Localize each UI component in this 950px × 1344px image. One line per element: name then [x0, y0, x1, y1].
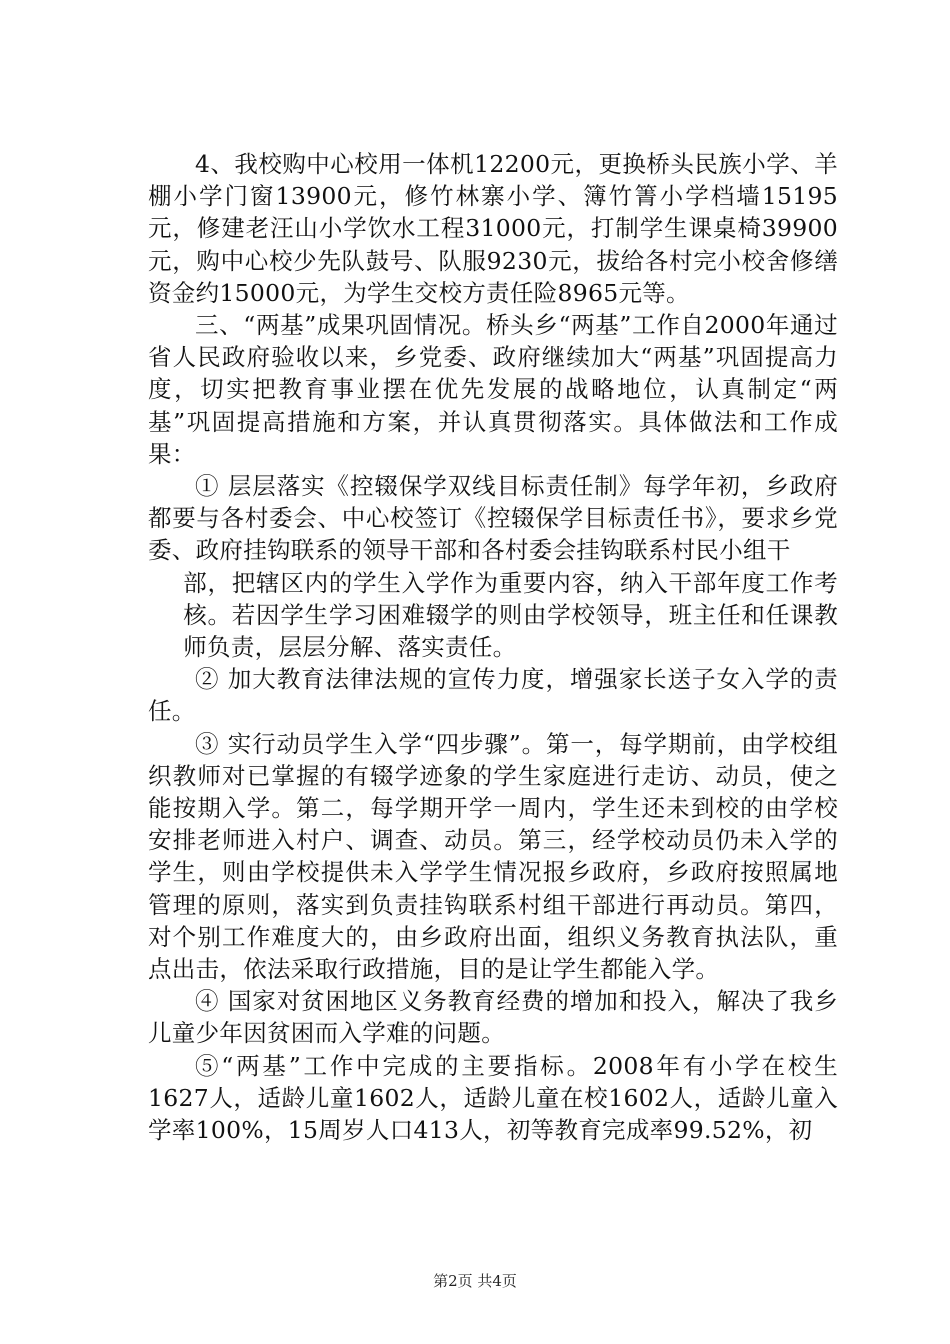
paragraph-item-4: ④ 国家对贫困地区义务教育经费的增加和投入，解决了我乡儿童少年因贫困而入学难的问题。 — [148, 987, 838, 1048]
paragraph-item-5: ⑤“两基”工作中完成的主要指标。2008年有小学在校生1627人，适龄儿童1602人，适龄儿童在校1602人，适龄儿童入学率100%，15周岁人口413人，初等教育完成率99.52%，初 — [148, 1051, 838, 1145]
paragraph-item-2: ② 加大教育法律法规的宣传力度，增强家长送子女入学的责任。 — [148, 665, 838, 726]
paragraph-expenditures: 4、我校购中心校用一体机12200元，更换桥头民族小学、羊棚小学门窗13900元，修竹林寨小学、簿竹箐小学档墙15195元，修建老汪山小学饮水工程31000元，打制学生课桌椅39900元，购中心校少先队鼓号、队服9230元，拔给各村完小校舍修缮资金约15000元，为学生交校方责任险8965元等。 — [148, 150, 838, 307]
paragraph-section-three: 三、“两基”成果巩固情况。桥头乡“两基”工作自2000年通过省人民政府验收以来，乡党委、政府继续加大“两基”巩固提高力度，切实把教育事业摆在优先发展的战略地位，认真制定“两基”巩固提高措施和方案，并认真贯彻落实。具体做法和工作成果： — [148, 311, 838, 468]
paragraph-item-1: ① 层层落实《控辍保学双线目标责任制》每学年初，乡政府都要与各村委会、中心校签订《控辍保学目标责任书》，要求乡党委、政府挂钩联系的领导干部和各村委会挂钩联系村民小组干 — [148, 472, 838, 565]
paragraph-item-1-continued: 部，把辖区内的学生入学作为重要内容，纳入干部年度工作考核。若因学生学习困难辍学的则由学校领导，班主任和任课教师负责，层层分解、落实责任。 — [183, 568, 838, 662]
document-body — [148, 148, 838, 1146]
paragraph-item-3: ③ 实行动员学生入学“四步骤”。第一，每学期前，由学校组织教师对已掌握的有辍学迹象的学生家庭进行走访、动员，使之能按期入学。第二，每学期开学一周内，学生还未到校的由学校安排老师进入村户、调查、动员。第三，经学校动员仍未入学的学生，则由学校提供未入学学生情况报乡政府，乡政府按照属地管理的原则，落实到负责挂钩联系村组干部进行再动员。第四，对个别工作难度大的，由乡政府出面，组织义务教育执法队，重点出击，依法采取行政措施，目的是让学生都能入学。 — [148, 729, 838, 984]
page-number-footer: 第2页 共4页 — [433, 1272, 517, 1290]
